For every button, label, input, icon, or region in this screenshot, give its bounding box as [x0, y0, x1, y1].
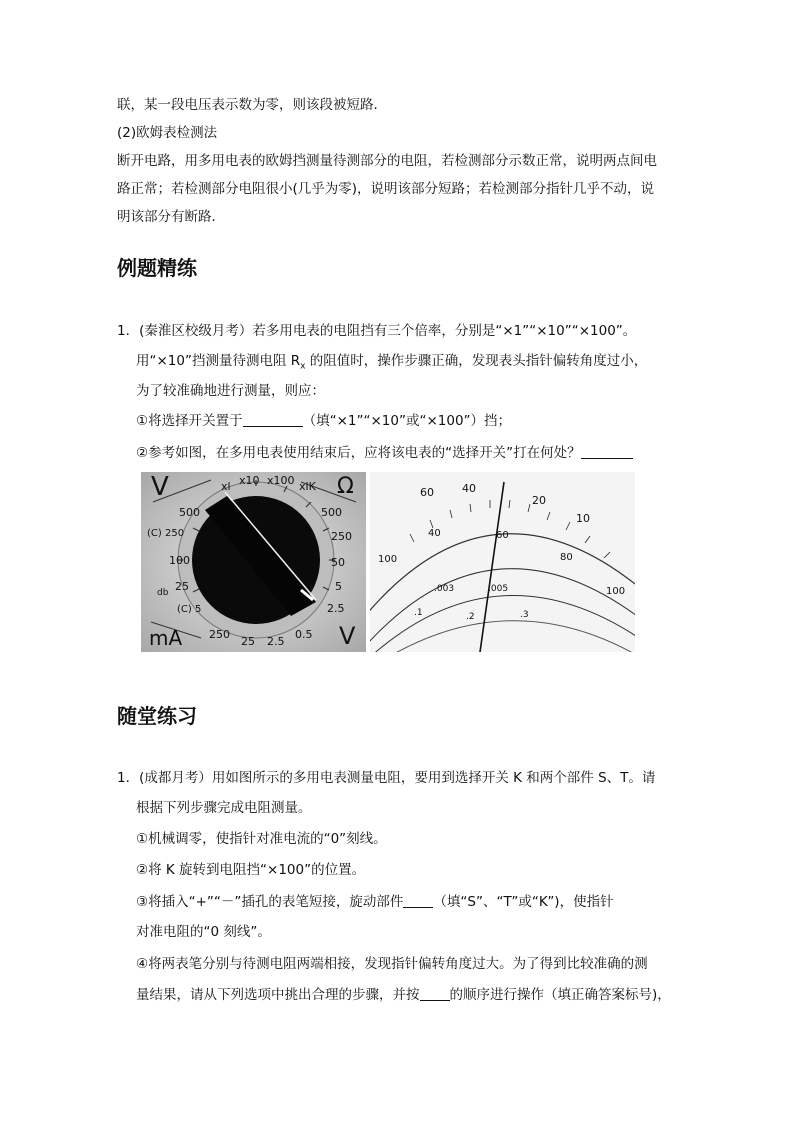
answer-blank-1[interactable]	[243, 412, 303, 427]
q2-item-4a: ④将两表笔分别与待测电阻两端相接，发现指针偏转角度过大。为了得到比较准确的测	[136, 956, 648, 972]
meter-scale-photo	[370, 472, 635, 652]
scale-outer-label: 60	[420, 486, 434, 499]
dial-right-label: 250	[331, 530, 352, 543]
q1-line-1: 1．(秦淮区校级月考）若多用电表的电阻挡有三个倍率，分别是“×1”“×10”“×100”。	[117, 323, 637, 339]
scale-middle-label: 100	[378, 554, 398, 565]
scale-inner-label: .2	[466, 612, 475, 622]
scale-inner-label: .3	[520, 610, 529, 620]
dial-bottom-label: 250	[209, 628, 230, 641]
answer-blank-4[interactable]	[420, 986, 450, 1001]
scale-middle-label: 60	[496, 530, 509, 541]
intro-line-4: 路正常；若检测部分电阻很小(几乎为零)，说明该部分短路；若检测部分指针几乎不动，说	[117, 181, 655, 197]
scale-outer-label: 10	[576, 512, 590, 525]
scale-inner-label: .003	[434, 584, 455, 594]
q1-line-2	[136, 351, 647, 377]
q1-line-3: 为了较准确地进行测量，则应：	[136, 383, 325, 399]
dial-v-bottom-label: V	[339, 622, 356, 650]
dial-top-label: xl	[221, 480, 231, 493]
scale-outer-label: 40	[462, 482, 476, 495]
dial-ma-label: mA	[149, 626, 183, 650]
dial-left-label: 100	[169, 554, 190, 567]
scale-middle-label: 40	[428, 528, 441, 539]
intro-line-1: 联，某一段电压表示数为零，则该段被短路．	[117, 97, 387, 113]
q2-item-3c: 对准电阻的“0 刻线”。	[136, 924, 271, 940]
dial-left-label: 500	[179, 506, 200, 519]
q1-line-2b: 的阻值时，操作步骤正确，发现表头指针偏转角度过小，	[305, 353, 648, 369]
q1-item-1	[136, 411, 511, 431]
section-title-examples: 例题精练	[117, 256, 197, 280]
dial-left-label: (C) 250	[147, 528, 185, 539]
scale-middle-label: 100	[606, 586, 626, 597]
q2-item-3b: （填“S”、“T”或“K”)，使指针	[433, 894, 614, 910]
q1-item-2	[136, 443, 633, 463]
dial-top-label: x10	[239, 474, 260, 487]
dial-top-label: x100	[267, 474, 295, 487]
scale-inner-label: .1	[414, 608, 423, 618]
dial-right-label: 50	[331, 556, 345, 569]
dial-bottom-label: 0.5	[295, 628, 313, 641]
dial-right-label: 500	[321, 506, 342, 519]
answer-blank-3[interactable]	[403, 893, 433, 908]
q2-item-1: ①机械调零，使指针对准电流的“0”刻线。	[136, 831, 387, 847]
dial-right-label: 5	[335, 580, 342, 593]
q2-line-2: 根据下列步骤完成电阻测量。	[136, 800, 312, 816]
q2-line-1: 1．(成都月考）用如图所示的多用电表测量电阻，要用到选择开关 K 和两个部件 S、T。请	[117, 770, 656, 786]
dial-left-label: 25	[175, 580, 189, 593]
q1-item-1b: （填“×1”“×10”或“×100”）挡；	[302, 413, 512, 429]
intro-line-3: 断开电路，用多用电表的欧姆挡测量待测部分的电阻，若检测部分示数正常，说明两点间电	[117, 153, 657, 169]
intro-line-2: (2)欧姆表检测法	[117, 125, 218, 141]
q2-item-3a: ③将插入“+”“－”插孔的表笔短接，旋动部件	[136, 894, 404, 910]
dial-ohm-label: Ω	[337, 474, 354, 499]
intro-line-5: 明该部分有断路．	[117, 209, 225, 225]
q2-item-2: ②将 K 旋转到电阻挡“×100”的位置。	[136, 862, 366, 878]
q2-item-4	[136, 985, 671, 1005]
scale-outer-label: 20	[532, 494, 546, 507]
q2-item-3	[136, 892, 614, 912]
dial-top-label: xlK	[299, 480, 316, 493]
q1-item-1a: ①将选择开关置于	[136, 413, 243, 429]
rx-subscript: x	[300, 361, 306, 372]
dial-left-label: (C) 5	[177, 604, 202, 615]
q1-line-2a: 用“×10”挡测量待测电阻 R	[136, 353, 301, 369]
q2-item-4c: 的顺序进行操作（填正确答案标号)，	[449, 987, 671, 1003]
dial-v-label: V	[151, 472, 169, 502]
scale-inner-label: .005	[488, 584, 509, 594]
dial-right-label: 2.5	[327, 602, 345, 615]
dial-left-label: db	[157, 588, 169, 598]
answer-blank-2[interactable]	[581, 444, 633, 459]
multimeter-dial-photo	[141, 472, 366, 652]
section-title-practice: 随堂练习	[117, 704, 197, 728]
q1-item-2-text: ②参考如图，在多用电表使用结束后，应将该电表的“选择开关”打在何处？	[136, 445, 581, 461]
dial-bottom-label: 25	[241, 635, 255, 648]
q2-item-4b: 量结果，请从下列选项中挑出合理的步骤，并按	[136, 987, 420, 1003]
dial-bottom-label: 2.5	[267, 635, 285, 648]
scale-middle-label: 80	[560, 552, 573, 563]
